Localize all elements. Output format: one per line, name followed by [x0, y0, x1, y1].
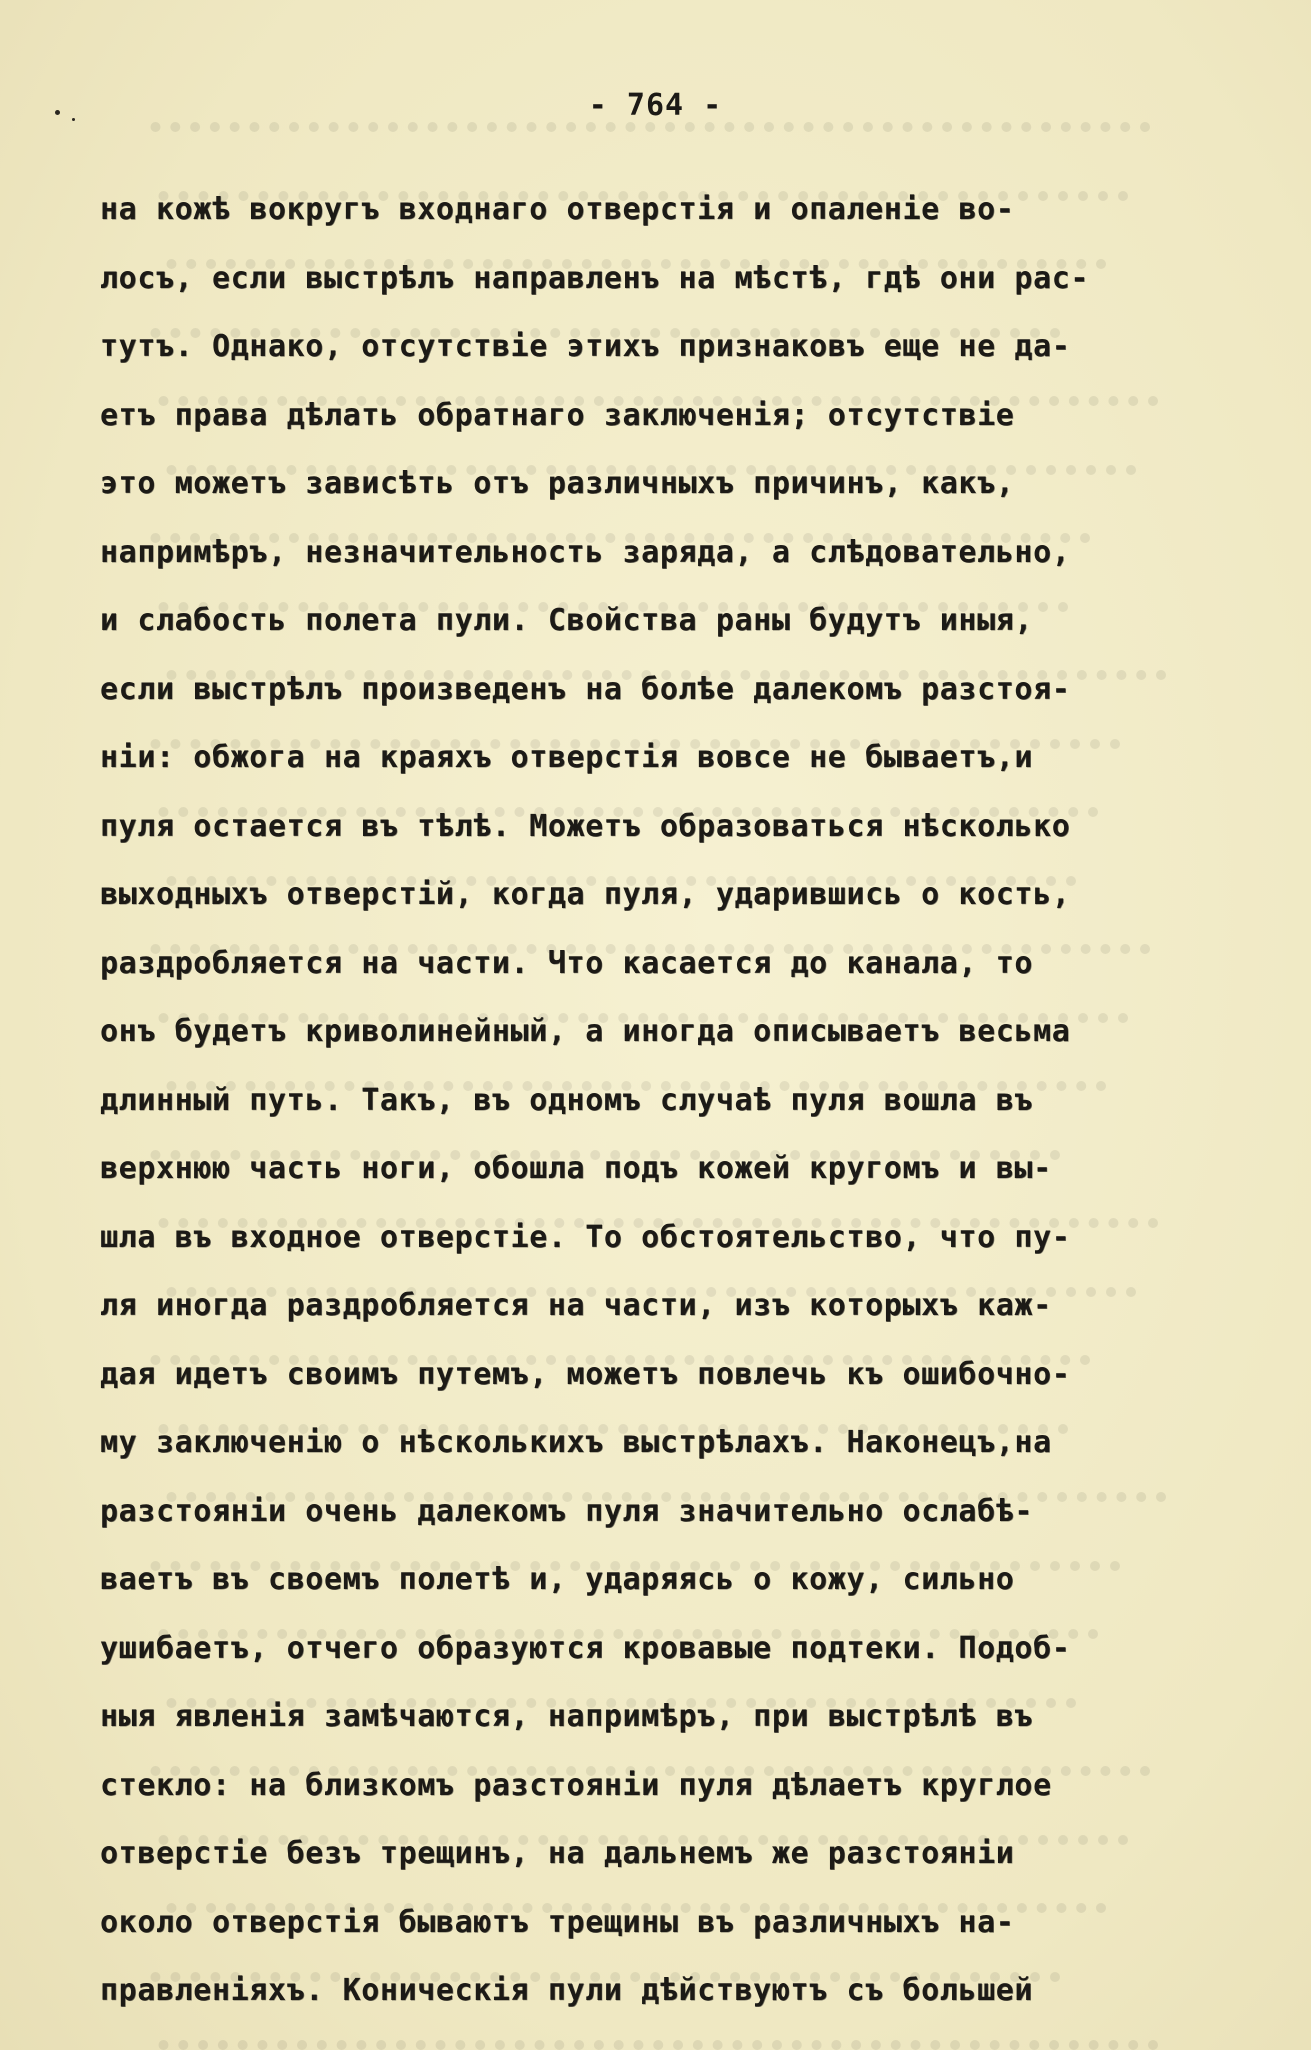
text-line: етъ права дѣлать обратнаго заключенія; отсутствіе	[100, 397, 1015, 433]
text-line: онъ будетъ криволинейный, а иногда описываетъ весьма	[100, 1014, 1071, 1049]
text-line: ваетъ въ своемъ полетѣ и, ударяясь о кожу, сильно	[100, 1562, 1015, 1597]
text-line: тутъ. Однако, отсутствіе этихъ признаковъ еще не да-	[100, 329, 1071, 364]
text-line: правленіяхъ. Коническія пули дѣйствуютъ съ большей	[100, 1973, 1034, 2008]
text-line: ніи: обжога на краяхъ отверстія вовсе не бываетъ,и	[100, 740, 1034, 775]
text-line: пуля остается въ тѣлѣ. Можетъ образоваться нѣсколько	[100, 808, 1071, 844]
text-line: это можетъ зависѣть отъ различныхъ причинъ, какъ,	[100, 466, 1015, 501]
text-line: дая идетъ своимъ путемъ, можетъ повлечь къ ошибочно-	[100, 1356, 1071, 1392]
text-line: на кожѣ вокругъ входнаго отверстія и опаленіе во-	[100, 192, 1015, 227]
text-line: и слабость полета пули. Свойства раны будутъ иныя,	[100, 603, 1034, 638]
text-line: ля иногда раздробляется на части, изъ которыхъ каж-	[100, 1288, 1052, 1323]
text-line: лосъ, если выстрѣлъ направленъ на мѣстѣ, гдѣ они рас-	[100, 260, 1090, 296]
text-line: разстояніи очень далекомъ пуля значительно ослабѣ-	[100, 1493, 1034, 1529]
text-line: раздробляется на части. Что касается до канала, то	[100, 945, 1034, 981]
text-line: выходныхъ отверстій, когда пуля, ударившись о кость,	[100, 877, 1071, 912]
text-line: ныя явленія замѣчаются, напримѣръ, при выстрѣлѣ въ	[100, 1699, 1034, 1734]
text-line: верхнюю часть ноги, обошла подъ кожей кругомъ и вы-	[100, 1151, 1052, 1186]
text-line: стекло: на близкомъ разстояніи пуля дѣлаетъ круглое	[100, 1767, 1052, 1803]
text-line: ушибаетъ, отчего образуются кровавые подтеки. Подоб-	[100, 1630, 1071, 1666]
text-line: около отверстія бываютъ трещины въ различныхъ на-	[100, 1904, 1015, 1940]
text-line: шла въ входное отверстіе. То обстоятельство, что пу-	[100, 1219, 1071, 1255]
body-text	[100, 192, 1220, 2042]
text-line: напримѣръ, незначительность заряда, а слѣдовательно,	[100, 534, 1071, 570]
page-number: - 764 -	[588, 88, 723, 123]
text-line: отверстіе безъ трещинъ, на дальнемъ же разстояніи	[100, 1836, 1015, 1871]
text-line: длинный путь. Такъ, въ одномъ случаѣ пуля вошла въ	[100, 1082, 1034, 1118]
bleed-through-line	[150, 122, 1150, 146]
bleed-through-line	[158, 2040, 1158, 2050]
text-line: если выстрѣлъ произведенъ на болѣе далекомъ разстоя-	[100, 671, 1071, 707]
text-line: му заключенію о нѣсколькихъ выстрѣлахъ. Наконецъ,на	[100, 1425, 1052, 1460]
